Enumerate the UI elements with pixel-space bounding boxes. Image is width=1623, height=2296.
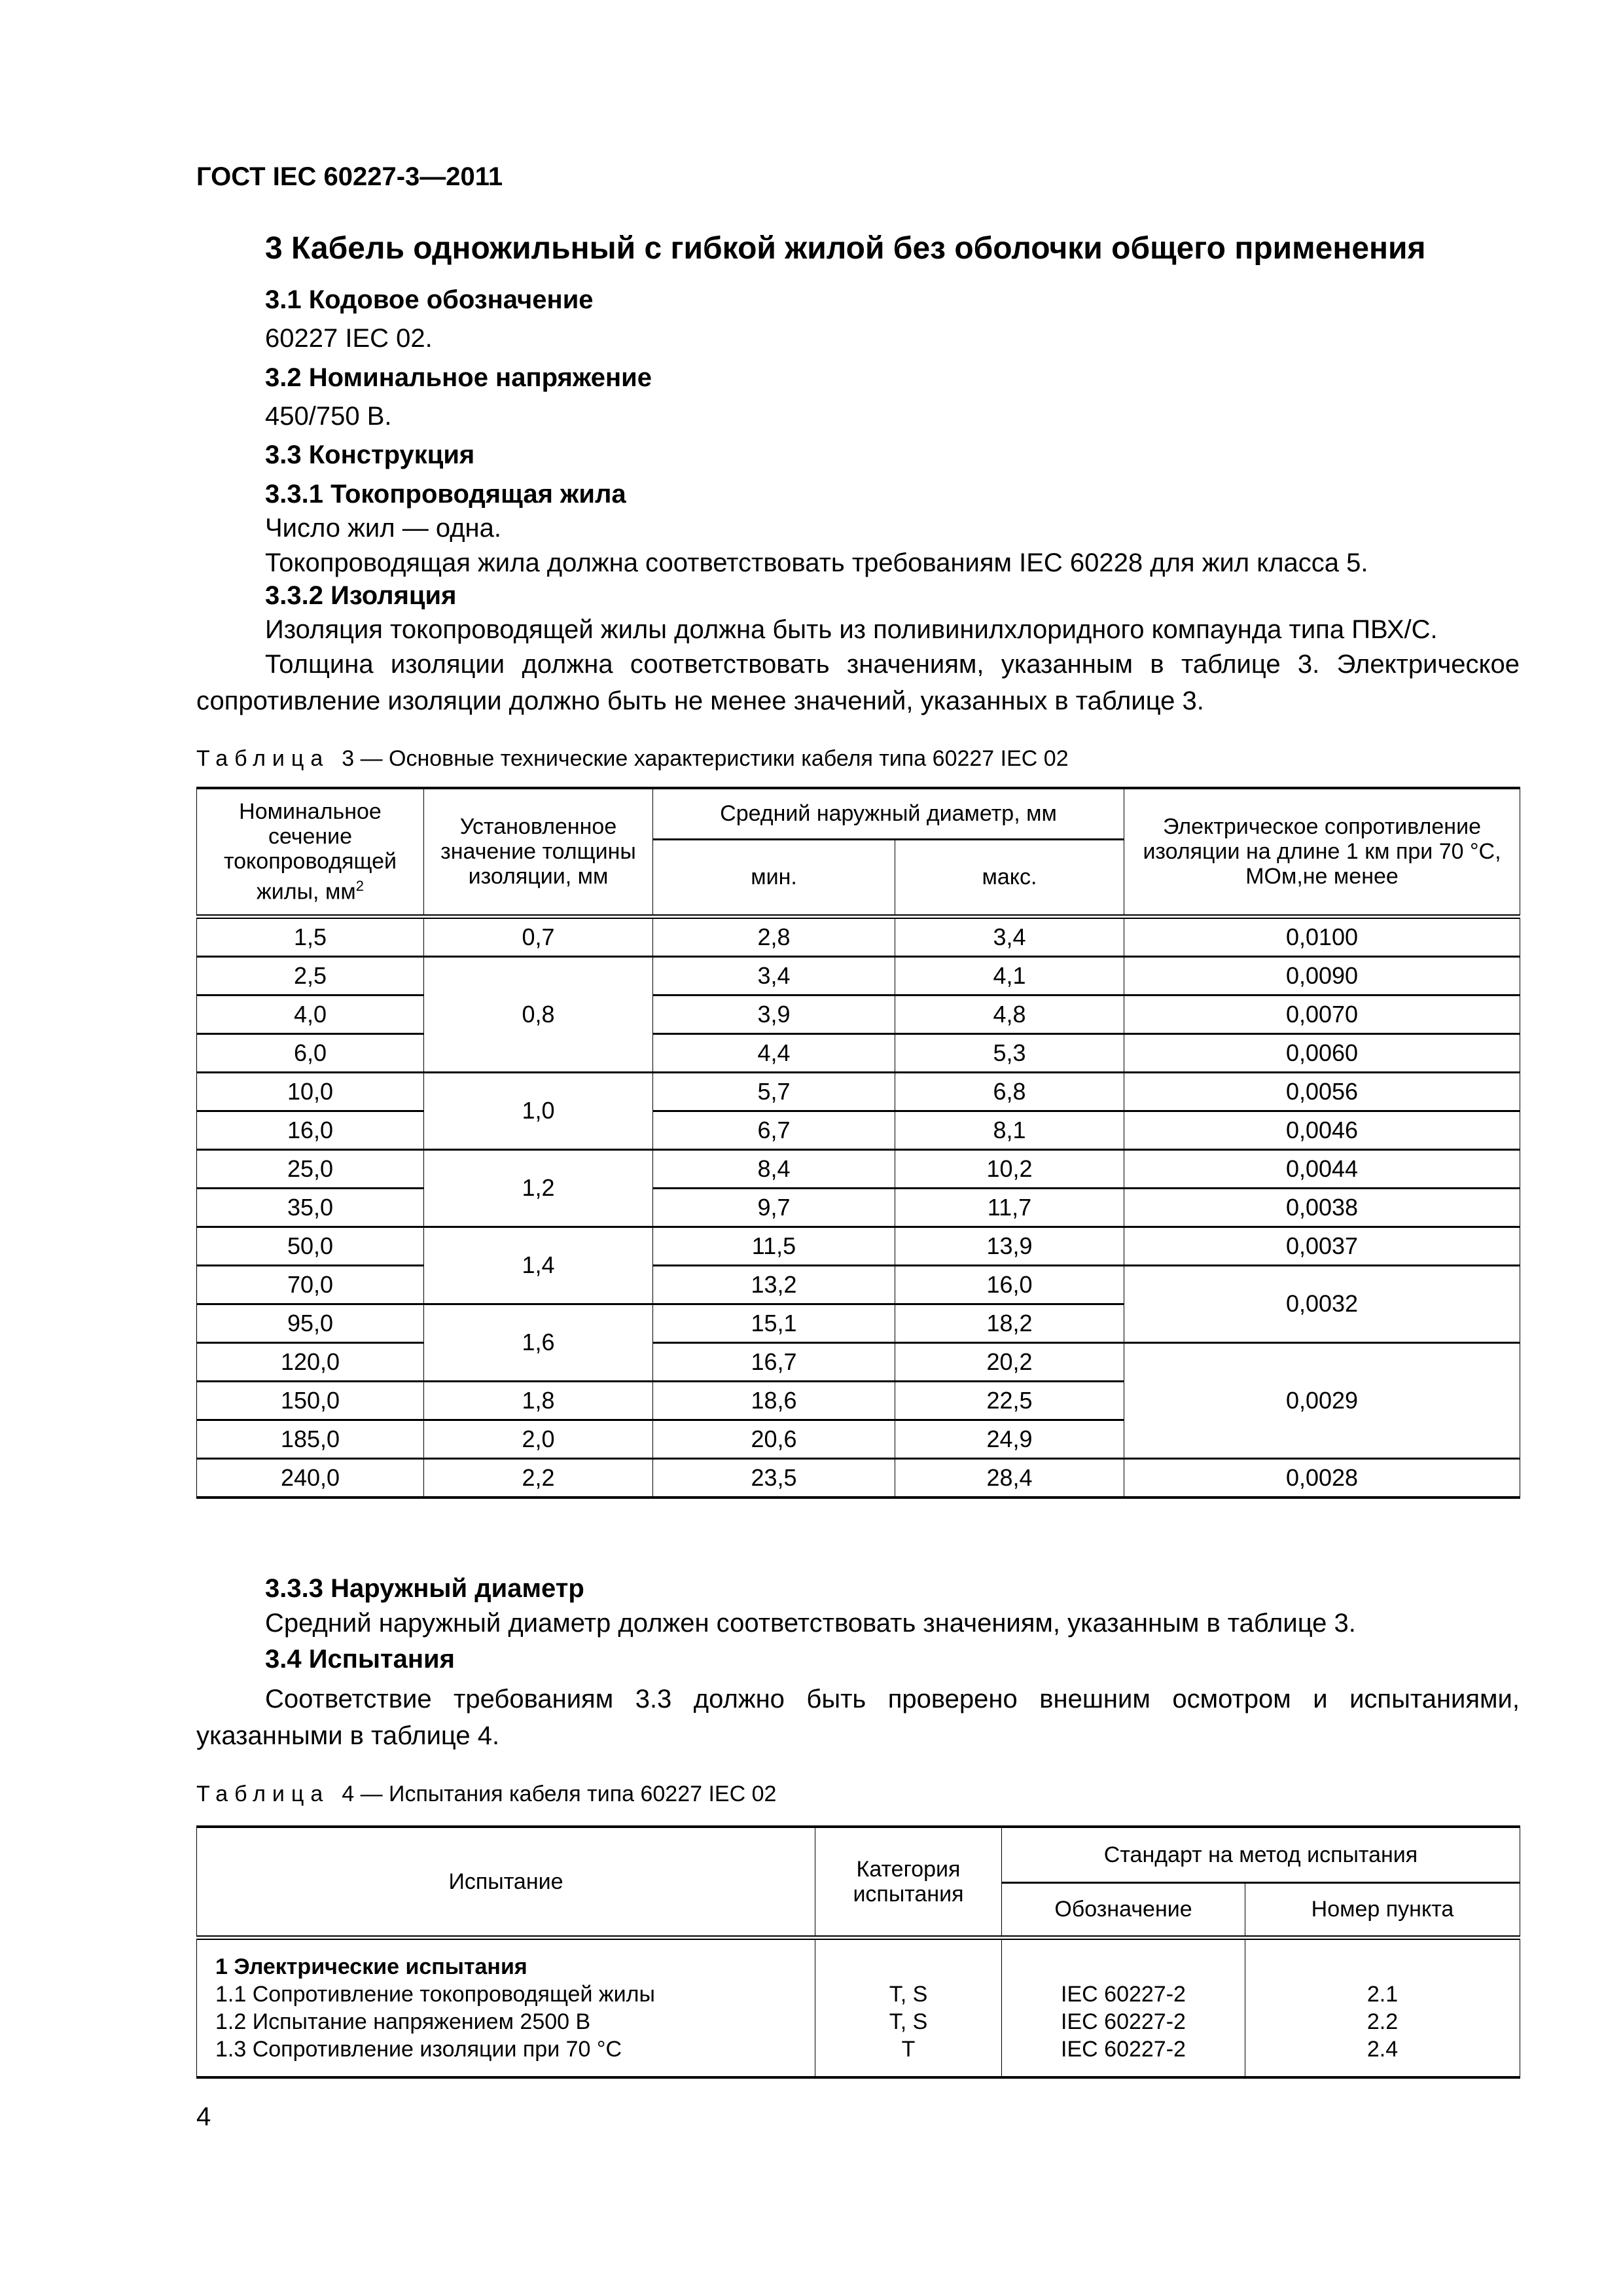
table-4-test-line: 1.1 Сопротивление токопроводящей жилы: [215, 1981, 655, 2007]
table-3-cell-section: 150,0: [197, 1381, 424, 1420]
table-3-cell-resistance: 0,0060: [1124, 1033, 1520, 1072]
table-3-cell-resistance: 0,0038: [1124, 1188, 1520, 1227]
table-3-cell-max: 20,2: [895, 1342, 1124, 1381]
table-3-row: [197, 1188, 1520, 1227]
section-3-4-title: 3.4 Испытания: [265, 1645, 455, 1674]
table-3-header-diameter: Средний наружный диаметр, мм: [653, 788, 1124, 839]
table-3-caption-label: Таблица: [196, 746, 330, 771]
table-3-row: [197, 1149, 1520, 1188]
section-3-3-1-text-2: Токопроводящая жила должна соответствовать требованиям IEC 60228 для жил класса 5.: [265, 548, 1368, 577]
table-4-group-title: 1 Электрические испытания: [215, 1954, 527, 1979]
table-3-cell-section: 50,0: [197, 1227, 424, 1265]
table-3-cell-max: 4,8: [895, 995, 1124, 1033]
table-4-header-standard: Стандарт на метод испытания: [1002, 1827, 1520, 1882]
table-3-row: [197, 995, 1520, 1033]
table-4-category-line: T, S: [889, 1981, 928, 2007]
table-4-header-category: Категория испытания: [815, 1827, 1002, 1937]
table-3-header-resistance: Электрическое сопротивление изоляции на длине 1 км при 70 °С, МОм,не менее: [1124, 788, 1520, 916]
table-3-cell-min: 13,2: [653, 1265, 895, 1304]
table-3-cell-thickness: 1,6: [424, 1304, 653, 1381]
table-3-cell-thickness: 1,8: [424, 1381, 653, 1420]
table-3-cell-min: 18,6: [653, 1381, 895, 1420]
table-3-cell-resistance: 0,0090: [1124, 956, 1520, 995]
table-4-header-clause: Номер пункта: [1245, 1882, 1520, 1937]
table-3-cell-min: 2,8: [653, 916, 895, 956]
table-3-cell-min: 3,4: [653, 956, 895, 995]
table-3-row: [197, 1111, 1520, 1149]
document-header: ГОСТ IEC 60227-3—2011: [196, 162, 503, 191]
table-3-cell-thickness: 2,0: [424, 1420, 653, 1458]
section-3-3-title: 3.3 Конструкция: [265, 440, 475, 469]
table-4-caption: [196, 1782, 776, 1807]
table-3-cell-max: 13,9: [895, 1227, 1124, 1265]
table-3-cell-resistance: 0,0029: [1124, 1342, 1520, 1458]
table-3-cell-min: 15,1: [653, 1304, 895, 1342]
table-4-header-test: Испытание: [197, 1827, 815, 1937]
table-3-cell-min: 11,5: [653, 1227, 895, 1265]
table-3-cell-min: 5,7: [653, 1072, 895, 1111]
table-3: [196, 787, 1520, 1499]
table-3-cell-section: 16,0: [197, 1111, 424, 1149]
table-4-clause-line: 2.1: [1366, 1981, 1399, 2007]
section-3-2-title: 3.2 Номинальное напряжение: [265, 363, 652, 392]
table-3-cell-min: 8,4: [653, 1149, 895, 1188]
section-3-3-1-text-1: Число жил — одна.: [265, 514, 501, 543]
table-3-cell-max: 11,7: [895, 1188, 1124, 1227]
table-3-row: [197, 1342, 1520, 1381]
table-4-designation-line: IEC 60227-2: [1061, 1981, 1186, 2007]
section-3-3-2-title: 3.3.2 Изоляция: [265, 581, 457, 610]
table-3-cell-max: 16,0: [895, 1265, 1124, 1304]
table-3-cell-max: 22,5: [895, 1381, 1124, 1420]
table-4-designation-line: IEC 60227-2: [1061, 2009, 1186, 2034]
table-3-cell-min: 23,5: [653, 1458, 895, 1498]
table-3-cell-resistance: 0,0044: [1124, 1149, 1520, 1188]
table-3-cell-section: 1,5: [197, 916, 424, 956]
table-4-caption-text: 4 — Испытания кабеля типа 60227 IEC 02: [342, 1782, 777, 1806]
table-3-cell-max: 10,2: [895, 1149, 1124, 1188]
table-4-test-cell: [197, 1937, 815, 2077]
table-4-clause-line: 2.4: [1366, 2036, 1399, 2062]
table-3-cell-thickness: 1,0: [424, 1072, 653, 1149]
table-3-cell-resistance: 0,0032: [1124, 1265, 1520, 1342]
section-3-3-3-text: Средний наружный диаметр должен соответствовать значениям, указанным в таблице 3.: [265, 1609, 1356, 1638]
table-3-cell-min: 9,7: [653, 1188, 895, 1227]
table-3-row: [197, 1458, 1520, 1498]
section-3-1-text: 60227 IEC 02.: [265, 324, 433, 353]
table-3-header-section: Номинальное сечение токопроводящей жилы, $мм^2$: [197, 788, 424, 916]
table-4-designation-cell: [1002, 1937, 1245, 2077]
table-3-cell-section: 95,0: [197, 1304, 424, 1342]
table-3-cell-max: 8,1: [895, 1111, 1124, 1149]
table-3-cell-section: 35,0: [197, 1188, 424, 1227]
section-3-1-title: 3.1 Кодовое обозначение: [265, 285, 594, 314]
table-4-clause-line: 2.2: [1366, 2009, 1399, 2034]
table-3-header-max: макс.: [895, 839, 1124, 916]
table-4-row: [197, 1937, 1520, 2077]
table-3-row: [197, 916, 1520, 956]
table-3-cell-section: 185,0: [197, 1420, 424, 1458]
table-3-row: [197, 956, 1520, 995]
table-3-cell-section: 120,0: [197, 1342, 424, 1381]
table-3-cell-thickness: 2,2: [424, 1458, 653, 1498]
table-3-cell-min: 16,7: [653, 1342, 895, 1381]
table-3-cell-section: 4,0: [197, 995, 424, 1033]
table-3-cell-section: 240,0: [197, 1458, 424, 1498]
table-4-clause-cell: [1245, 1937, 1520, 2077]
table-3-cell-min: 3,9: [653, 995, 895, 1033]
table-3-cell-resistance: 0,0037: [1124, 1227, 1520, 1265]
table-3-cell-section: 6,0: [197, 1033, 424, 1072]
table-4-caption-label: Таблица: [196, 1782, 330, 1806]
section-3-3-2-text-2: Толщина изоляции должна соответствовать значениям, указанным в таблице 3. Электрическое сопротивление изоляции должно быть не менее значений, указанных в таблице 3.: [196, 650, 1520, 715]
table-3-row: [197, 1227, 1520, 1265]
table-3-cell-max: 24,9: [895, 1420, 1124, 1458]
table-3-cell-resistance: 0,0070: [1124, 995, 1520, 1033]
table-3-cell-max: 28,4: [895, 1458, 1124, 1498]
table-4: [196, 1825, 1520, 2079]
table-3-cell-max: 18,2: [895, 1304, 1124, 1342]
table-3-cell-resistance: 0,0046: [1124, 1111, 1520, 1149]
table-3-cell-min: 6,7: [653, 1111, 895, 1149]
table-3-cell-max: 5,3: [895, 1033, 1124, 1072]
table-3-row: [197, 1033, 1520, 1072]
section-3-title: 3 Кабель одножильный с гибкой жилой без оболочки общего применения: [265, 231, 1426, 266]
table-3-header-thickness: Установленное значение толщины изоляции, мм: [424, 788, 653, 916]
section-3-4-text: Соответствие требованиям 3.3 должно быть проверено внешним осмотром и испытаниями, указанными в таблице 4.: [196, 1685, 1520, 1750]
table-3-cell-section: 25,0: [197, 1149, 424, 1188]
table-3-cell-max: 4,1: [895, 956, 1124, 995]
page-number: 4: [196, 2102, 211, 2131]
table-3-row: [197, 1265, 1520, 1304]
table-3-cell-thickness: 0,8: [424, 956, 653, 1072]
table-3-cell-min: 4,4: [653, 1033, 895, 1072]
table-3-cell-section: 2,5: [197, 956, 424, 995]
section-3-3-1-title: 3.3.1 Токопроводящая жила: [265, 480, 626, 509]
table-4-category-cell: [815, 1937, 1002, 2077]
table-3-row: [197, 1072, 1520, 1111]
table-3-cell-resistance: 0,0028: [1124, 1458, 1520, 1498]
table-3-cell-resistance: 0,0056: [1124, 1072, 1520, 1111]
table-3-cell-thickness: 1,2: [424, 1149, 653, 1227]
table-3-header-min: мин.: [653, 839, 895, 916]
table-3-cell-min: 20,6: [653, 1420, 895, 1458]
table-3-caption: [196, 746, 1069, 772]
table-4-category-line: T: [901, 2036, 916, 2062]
table-4-test-line: 1.2 Испытание напряжением 2500 В: [215, 2009, 591, 2034]
table-4-category-line: T, S: [889, 2009, 928, 2034]
table-3-cell-thickness: 1,4: [424, 1227, 653, 1304]
section-3-3-3-title: 3.3.3 Наружный диаметр: [265, 1574, 584, 1603]
table-3-cell-thickness: 0,7: [424, 916, 653, 956]
table-3-cell-section: 10,0: [197, 1072, 424, 1111]
table-3-cell-section: 70,0: [197, 1265, 424, 1304]
table-3-cell-max: 6,8: [895, 1072, 1124, 1111]
section-3-2-text: 450/750 В.: [265, 402, 392, 431]
section-3-3-2-text-1: Изоляция токопроводящей жилы должна быть из поливинилхлоридного компаунда типа ПВХ/С.: [265, 615, 1438, 644]
table-4-designation-line: IEC 60227-2: [1061, 2036, 1186, 2062]
table-3-cell-max: 3,4: [895, 916, 1124, 956]
table-3-cell-resistance: 0,0100: [1124, 916, 1520, 956]
table-3-caption-text: 3 — Основные технические характеристики кабеля типа 60227 IEC 02: [342, 746, 1069, 771]
table-4-test-line: 1.3 Сопротивление изоляции при 70 °С: [215, 2036, 622, 2062]
table-4-header-designation: Обозначение: [1002, 1882, 1245, 1937]
